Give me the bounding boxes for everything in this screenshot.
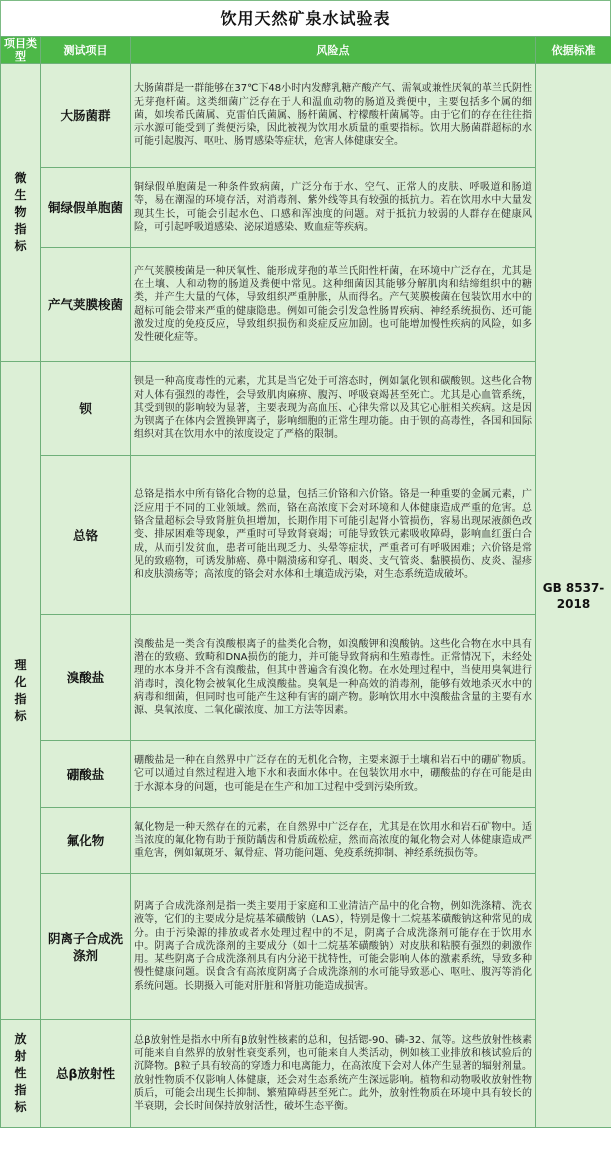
- test-item: 阴离子合成洗涤剂: [41, 874, 131, 1020]
- table-row: [1, 615, 611, 741]
- risk-text: 铜绿假单胞菌是一种条件致病菌，广泛分布于水、空气、正常人的皮肤、呼吸道和肠道等，易在潮湿的环境存活，对消毒剂、紫外线等具有较强的抵抗力。若在饮用水中大量发现其生长，可能会引起水色、口感和浑浊度的问题。对于抵抗力较弱的人群存在健康风险，可引起呼吸道感染、泌尿道感染、败血症等疾病。: [131, 168, 536, 248]
- standard-cell: GB 8537-2018: [536, 64, 611, 1128]
- test-item: 钡: [41, 362, 131, 456]
- table-row: [1, 456, 611, 615]
- table-row: [1, 248, 611, 362]
- table-row: [1, 808, 611, 874]
- table-row: [1, 168, 611, 248]
- header-risk: 风险点: [131, 37, 536, 64]
- test-table: [0, 36, 611, 1128]
- test-item: 硼酸盐: [41, 741, 131, 808]
- risk-text: 产气荚膜梭菌是一种厌氧性、能形成芽孢的革兰氏阳性杆菌，在环境中广泛存在，尤其是在土壤、人和动物的肠道及粪便中常见。这种细菌因其能够分解肌肉和结缔组织中的糖类，并产生大量的气体，导致组织严重肿胀，从而得名。产气荚膜梭菌在包装饮用水中的超标可能会带来严重的健康隐患。例如可能会引发急性肠胃疾病、神经系统损伤、还可能激发过度的免疫反应，导致组织损伤和炎症反应加剧。也可能增加慢性疾病的风险，如多发性硬化症等。: [131, 248, 536, 362]
- test-item: 铜绿假单胞菌: [41, 168, 131, 248]
- risk-text: 硼酸盐是一种在自然界中广泛存在的无机化合物，主要来源于土壤和岩石中的硼矿物质。它可以通过自然过程进入地下水和表面水体中。在包装饮用水中，硼酸盐的存在可能是由于水源本身的问题，也可能是在生产和加工过程中受到污染所致。: [131, 741, 536, 808]
- test-item: 总β放射性: [41, 1020, 131, 1128]
- test-item: 氟化物: [41, 808, 131, 874]
- header-item: 测试项目: [41, 37, 131, 64]
- risk-text: 总β放射性是指水中所有β放射性核素的总和，包括锶-90、磷-32、氚等。这些放射性核素可能来自自然界的放射性衰变系列，也可能来自人类活动，例如核工业排放和核试验后的沉降物。β粒子具有较高的穿透力和电离能力，在高浓度下会对人体产生显著的辐射剂量。放射性物质不仅影响人体健康，还会对生态系统产生深远影响。植物和动物吸收放射性物质后，可能会出现生长抑制、繁殖障碍甚至死亡。此外，放射性物质在环境中具有较长的半衰期，会长时间保持放射活性，破坏生态平衡。: [131, 1020, 536, 1128]
- test-item: 总铬: [41, 456, 131, 615]
- table-row: [1, 64, 611, 168]
- risk-text: 钡是一种高度毒性的元素，尤其是当它处于可溶态时，例如氯化钡和碳酸钡。这些化合物对人体有强烈的毒性，会导致肌肉麻痹、腹泻、呼吸衰竭甚至死亡。尤其是心血管系统，其受到钡的影响较为显著，主要表现为高血压、心律失常以及其它心脏相关疾病。这是因为钡离子在体内会置换钾离子，影响细胞的正常生理功能。由于钡的高毒性，各国和国际组织对其在饮用水中的浓度设定了严格的限制。: [131, 362, 536, 456]
- category-physchem: 理化指标: [1, 362, 41, 1020]
- risk-text: 大肠菌群是一群能够在37℃下48小时内发酵乳糖产酸产气、需氧或兼性厌氧的革兰氏阴性无芽孢杆菌。这类细菌广泛存在于人和温血动物的肠道及粪便中，主要包括多个属的细菌，如埃希氏菌属、克雷伯氏菌属、肠杆菌属、柠檬酸杆菌属等。由于它们的存在往往指示水源可能受到了粪便污染，因此被视为饮用水质量的重要指标。饮用大肠菌群超标的水可能引起腹泻、呕吐、肠胃感染等症状，危害人体健康安全。: [131, 64, 536, 168]
- table-row: [1, 874, 611, 1020]
- category-micro: 微生物指标: [1, 64, 41, 362]
- risk-text: 溴酸盐是一类含有溴酸根离子的盐类化合物，如溴酸钾和溴酸钠。这些化合物在水中具有潜在的致癌、致畸和DNA损伤的能力，并可能导致肾病和生殖毒性。正常情况下，未经处理的水本身并不含有溴酸盐，但其中普遍含有溴化物。在水处理过程中，当使用臭氧进行消毒时，溴化物会被氧化生成溴酸盐。臭氧是一种高效的消毒剂，能够有效地杀灭水中的病毒和细菌，但同时也可能产生这种有害的副产物。影响饮用水中溴酸盐含量的主要有水源、臭氧浓度、二氧化碳浓度、加工方法等因素。: [131, 615, 536, 741]
- table-row: [1, 362, 611, 456]
- category-radio: 放射性指标: [1, 1020, 41, 1128]
- risk-text: 氟化物是一种天然存在的元素，在自然界中广泛存在，尤其是在饮用水和岩石矿物中。适当浓度的氟化物有助于预防龋齿和骨质疏松症，然而高浓度的氟化物会对人体健康造成严重危害，例如氟斑牙、氟骨症、肾功能问题、免疫系统抑制、神经系统损伤等。: [131, 808, 536, 874]
- test-item: 溴酸盐: [41, 615, 131, 741]
- page-title: 饮用天然矿泉水试验表: [0, 0, 611, 36]
- risk-text: 阴离子合成洗涤剂是指一类主要用于家庭和工业清洁产品中的化合物，例如洗涤精、洗衣液等，它们的主要成分是烷基苯磺酸钠（LAS），特别是像十二烷基苯磺酸钠这种常见的成分。由于污染源的排放或者水处理过程中的不足，阴离子合成洗涤剂可能存在于饮用水中。阴离子合成洗涤剂的主要成分（如十二烷基苯磺酸钠）对皮肤和粘膜有强烈的刺激作用。某些阴离子合成洗涤剂具有内分泌干扰特性，可能会影响人体的激素系统，导致多种慢性健康问题。误食含有高浓度阴离子合成洗涤剂的水可能导致恶心、呕吐、腹泻等消化系统问题。长期摄入可能对肝脏和肾脏功能造成损害。: [131, 874, 536, 1020]
- test-item: 大肠菌群: [41, 64, 131, 168]
- table-row: [1, 741, 611, 808]
- test-item: 产气荚膜梭菌: [41, 248, 131, 362]
- header-category: 项目类型: [1, 37, 41, 64]
- risk-text: 总铬是指水中所有铬化合物的总量，包括三价铬和六价铬。铬是一种重要的金属元素，广泛应用于不同的工业领域。然而，铬在高浓度下会对环境和人体健康造成严重的危害。总铬含量超标会导致肾脏负担增加，长期作用下可能引起肾小管损伤，容易出现尿液颜色改变、排尿困难等现象，严重时可导致肾衰竭；可能导致铁元素吸收障碍，影响血红蛋白合成，从而引发贫血，患者可能出现乏力、头晕等症状，严重者可有呼吸困难；六价铬是常见的致癌物，可诱发肺癌、鼻中隔溃疡和穿孔、咽炎、支气管炎、黏膜损伤、皮炎、湿疹和皮肤溃疡等；高浓度的铬会对水体和土壤造成污染，对生态系统造成破坏。: [131, 456, 536, 615]
- table-header-row: [1, 37, 611, 64]
- table-row: [1, 1020, 611, 1128]
- header-standard: 依据标准: [536, 37, 611, 64]
